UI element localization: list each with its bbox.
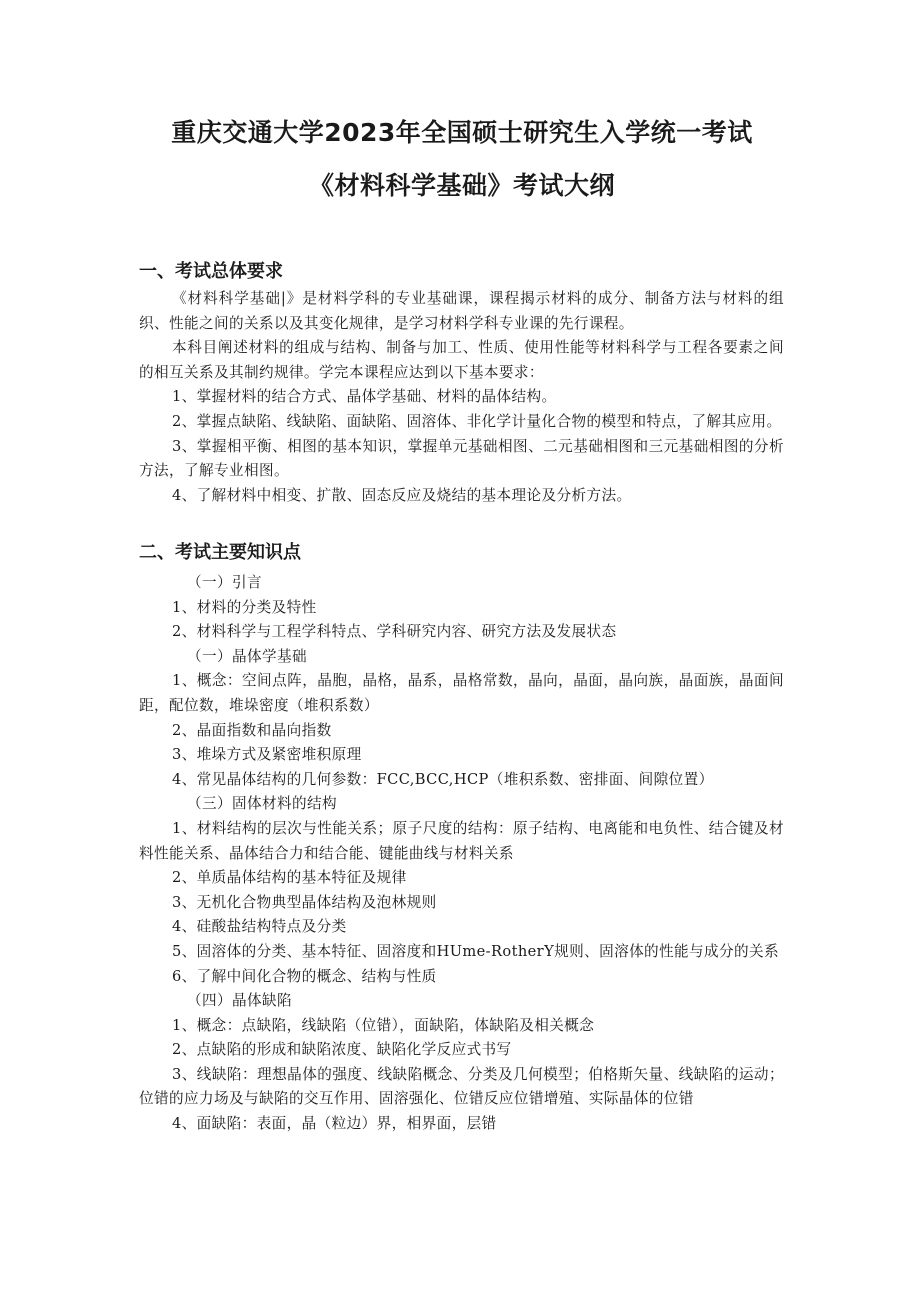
requirement-item: 4、了解材料中相变、扩散、固态反应及烧结的基本理论及分析方法。 xyxy=(172,486,632,504)
knowledge-item: 5、固溶体的分类、基本特征、固溶度和HUme-RotherY规则、固溶体的性能与成分的关系 xyxy=(172,942,780,960)
knowledge-item: 4、常见晶体结构的几何参数：FCC,BCC,HCP（堆积系数、密排面、间隙位置） xyxy=(172,770,714,788)
knowledge-item: 2、点缺陷的形成和缺陷浓度、缺陷化学反应式书写 xyxy=(172,1041,512,1059)
document-title-line1: 重庆交通大学2023年全国硕士研究生入学统一考试 xyxy=(171,118,753,147)
knowledge-item: 2、单质晶体结构的基本特征及规律 xyxy=(172,869,407,887)
knowledge-item: 1、材料结构的层次与性能关系；原子尺度的结构：原子结构、电离能和电负性、结合键及材料性能关系、晶体结合力和结合能、键能曲线与材料关系 xyxy=(139,819,784,862)
knowledge-item: 3、线缺陷：理想晶体的强度、线缺陷概念、分类及几何模型；伯格斯矢量、线缺陷的运动；位错的应力场及与缺陷的交互作用、固溶强化、位错反应位错增殖、实际晶体的位错 xyxy=(139,1065,784,1108)
section-heading: 一、考试总体要求 xyxy=(139,261,283,282)
knowledge-item: 3、堆垛方式及紧密堆积原理 xyxy=(172,746,362,764)
requirement-item: 3、掌握相平衡、相图的基本知识，掌握单元基础相图、二元基础相图和三元基础相图的分析方法，了解专业相图。 xyxy=(139,437,784,480)
knowledge-item: 3、无机化合物典型晶体结构及泡林规则 xyxy=(172,893,437,911)
knowledge-item: 2、材料科学与工程学科特点、学科研究内容、研究方法及发展状态 xyxy=(172,623,617,641)
requirement-item: 1、掌握材料的结合方式、晶体学基础、材料的晶体结构。 xyxy=(172,388,557,406)
knowledge-item: 4、面缺陷：表面，晶（粒边）界，相界面，层错 xyxy=(172,1115,497,1133)
subsection-title: （一）晶体学基础 xyxy=(187,647,307,665)
knowledge-item: 1、概念：点缺陷，线缺陷（位错），面缺陷，体缺陷及相关概念 xyxy=(172,1016,595,1034)
knowledge-item: 2、晶面指数和晶向指数 xyxy=(172,721,332,739)
section-heading: 二、考试主要知识点 xyxy=(139,542,301,563)
knowledge-item: 4、硅酸盐结构特点及分类 xyxy=(172,918,347,936)
knowledge-item: 1、材料的分类及特性 xyxy=(172,598,317,616)
paragraph: 《材料科学基础|》是材料学科的专业基础课，课程揭示材料的成分、制备方法与材料的组织、性能之间的关系以及其变化规律，是学习材料学科专业课的先行课程。 xyxy=(139,290,784,332)
subsection-title: （三）固体材料的结构 xyxy=(187,795,337,813)
requirement-item: 2、掌握点缺陷、线缺陷、面缺陷、固溶体、非化学计量化合物的模型和特点，了解其应用。 xyxy=(172,412,782,430)
subsection-title: （一）引言 xyxy=(187,574,262,591)
section-general-requirements xyxy=(139,259,784,508)
knowledge-item: 6、了解中间化合物的概念、结构与性质 xyxy=(172,967,437,985)
document-title-line2: 《材料科学基础》考试大纲 xyxy=(308,171,615,200)
paragraph: 本科目阐述材料的组成与结构、制备与加工、性质、使用性能等材料科学与工程各要素之间的相互关系及其制约规律。学完本课程应达到以下基本要求： xyxy=(139,339,784,381)
knowledge-item: 1、概念：空间点阵，晶胞，晶格，晶系，晶格常数，晶向，晶面，晶向族，晶面族，晶面间距，配位数，堆垛密度（堆积系数） xyxy=(139,672,784,714)
subsection-title: （四）晶体缺陷 xyxy=(187,992,292,1010)
section-knowledge-points xyxy=(139,540,784,1137)
